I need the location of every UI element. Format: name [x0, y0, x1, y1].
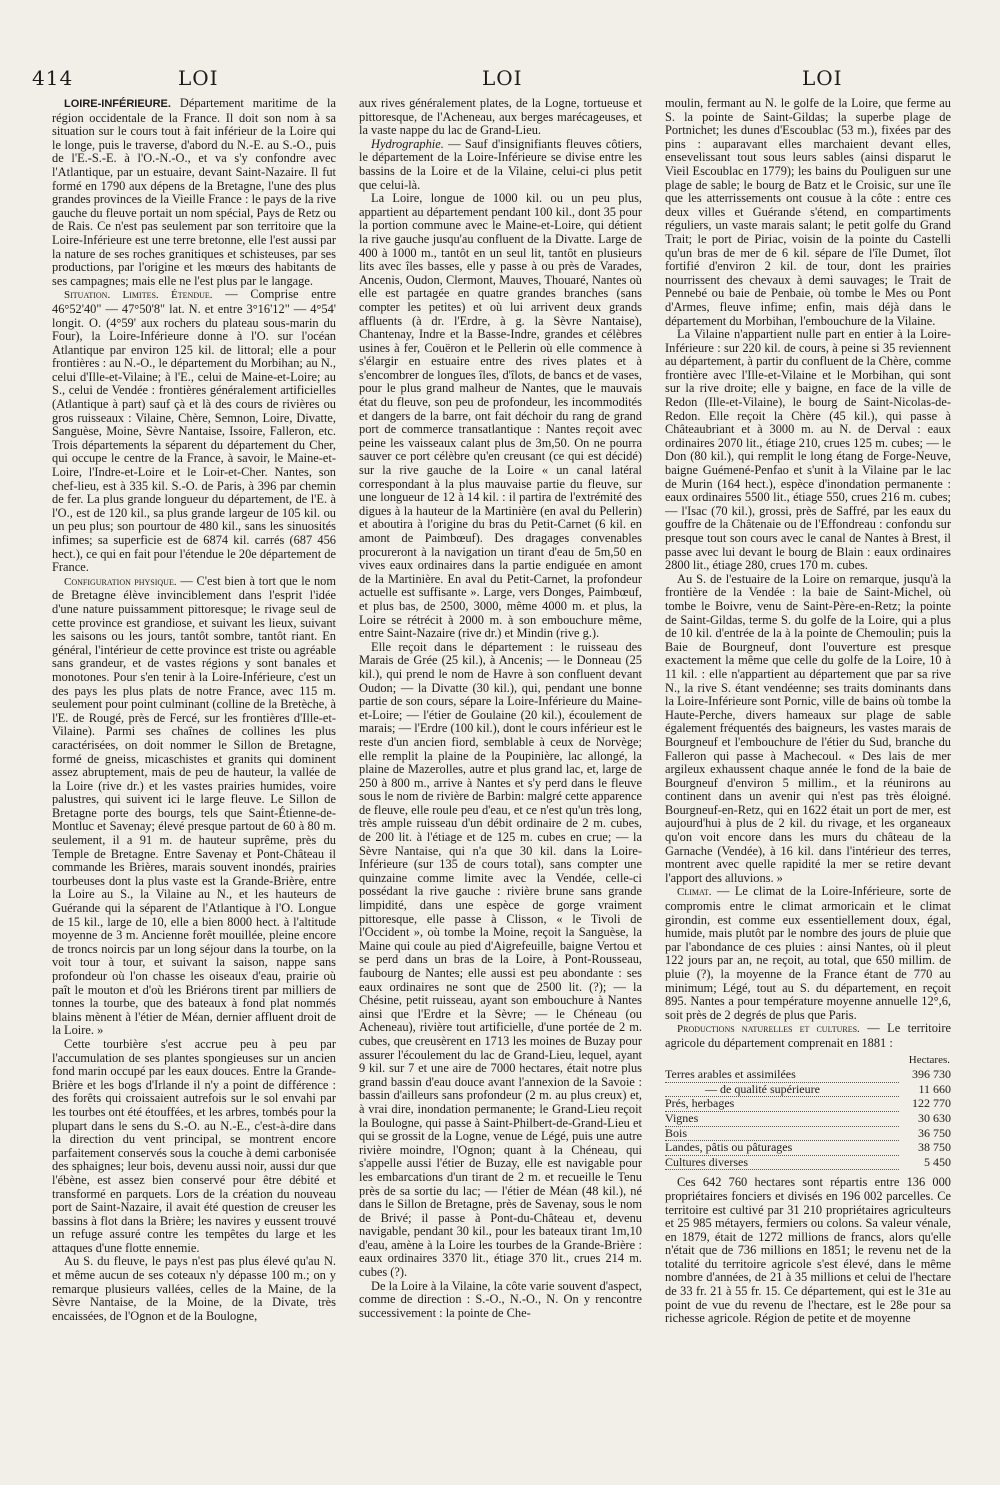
section-heading: Productions naturelles et cultures.: [677, 1023, 860, 1036]
running-head-left: LOI: [178, 66, 219, 90]
body-paragraph: moulin, fermant au N. le golfe de la Loire, que ferme au S. la pointe de Saint-Gildas; la superbe plage de Portnichet; les dunes d'Escoublac (53 m.), fixées par des pins : auparavant elles marchaient devant elles, ensevelissant tout sous leurs sables (ainsi disparut le Vieil Escoublac en 1779); les bains du Pouliguen sur une plage de sable; le bourg de Batz et le Croisic, sur une île que les atterrissements ont cousue à la côte : entre ces deux villes et Guérande s'étend, en compartiments réguliers, un vaste marais salant; le petit golfe du Grand Trait; le port de Piriac, voisin de la pointe du Castelli qu'un bras de mer de 6 kil. sépare de l'île Dumet, îlot fortifié d'environ 2 kil. de tour, dont les prairies nourrissent des chevaux à demi sauvages; le Trait de Pennebé ou baie de Penbaie, où tombe le Mes ou Pont d'Armes, fleuve infime; enfin, mais déjà dans le département du Morbihan, l'embouchure de la Vilaine.: [665, 97, 951, 328]
table-value: 5 450: [924, 1154, 951, 1169]
column-3: [665, 97, 951, 1472]
entry-paragraph: Département maritime de la région occidentale de la France. Il doit son nom à sa situation sur le cours tout à fait inférieur de la Loire qui le longe, puis le traverse, d'abord du N.-E. au S.-O., puis de l'E.-S.-E. à l'O.-N.-O., et va s'y confondre avec l'Atlantique, par un estuaire, devant Saint-Nazaire. Il fut formé en 1790 aux dépens de la Bretagne, l'une des plus grandes provinces de la Vieille France : le pays de la rive gauche du fleuve portait un nom spécial, Pays de Retz ou de Rais. Ce n'est pas seulement par son territoire que la Loire-Inférieure est une terre bretonne, elle l'est aussi par la nature de ses roches granitiques et schisteuses, par ses productions, par l'origine et les mœurs des habitants de ses campagnes; mais elle ne l'est plus par le langage.: [52, 97, 336, 288]
table-label: — de qualité supérieure: [665, 1082, 899, 1097]
productions-section: [665, 1022, 951, 1050]
table-row: [665, 1155, 951, 1170]
entry-title: LOIRE-INFÉRIEURE.: [64, 98, 171, 110]
section-heading: Hydrographie.: [371, 136, 444, 151]
table-label: Landes, pâtis ou pâturages: [665, 1141, 899, 1156]
body-paragraph: Cette tourbière s'est accrue peu à peu par l'accumulation de ses plantes spongieuses sur un ancien fond marin occupé par les eaux douces. Entre la Grande-Brière et les bogs d'Irlande il n'y a point de différence : des forêts qui croissaient autrefois sur le sol envahi par les tourbes ont été étouffées, et les arbres, tombés pour la plupart dans le sens du S.-O. au N.-E., c'est-à-dire dans la direction du vent principal, se montrent encore parfaitement conservés sous la couche à demi carbonisée des sphaignes; leur bois, devenu aussi noir, aussi dur que l'ébène, est assez bien conservé pour être débité et transformé en parquets. Lors de la création du nouveau port de Saint-Nazaire, il avait été question de creuser les bassins à flot dans la Brière; les navires y eussent trouvé un refuge assuré contre les tempêtes du large et les attaques d'une flotte ennemie.: [52, 1036, 336, 1255]
column-2: [359, 97, 642, 1472]
entry-intro: [52, 97, 336, 288]
table-label: Terres arables et assimilées: [665, 1068, 899, 1082]
table-value: 122 770: [912, 1096, 951, 1111]
table-row: [665, 1126, 951, 1141]
table-value: 396 730: [912, 1067, 951, 1082]
page-number: 414: [32, 66, 74, 90]
land-use-table: [665, 1053, 951, 1171]
section-paragraph: — Le territoire agricole du département comprenait en 1881 :: [665, 1021, 951, 1050]
table-label: Vignes: [665, 1111, 899, 1126]
body-paragraph: Elle reçoit dans le département : le ruisseau des Marais de Grée (25 kil.), à Ancenis; — le Donneau (25 kil.), qui prend le nom de Havre à son confluent devant Oudon; — la Divatte (30 kil.), qui, pendant une bonne partie de son cours, sépare la Loire-Inférieure du Maine-et-Loire; — l'étier de Goulaine (20 kil.), écoulement de marais; — l'Erdre (100 kil.), dont le cours inférieur est le reste d'un ancien fiord, semblable à ceux de Norvège; elle remplit la plaine de la Poupinière, lac allongé, la plaine de Mazerolles, autre et plus grand lac, et, large de 250 à 800 m., arrive à Nantes et s'y perd dans le fleuve sous le nom de rivière de Barbin: malgré cette apparence de fleuve, elle roule peu d'eau, et ce n'est qu'un très long, très ample ruisseau d'un débit ordinaire de 2 m. cubes, de 200 lit. à l'étiage et de 125 m. cubes en crue; — la Sèvre Nantaise, qui n'a que 30 kil. dans la Loire-Inférieure (sur 135 de cours total), sans compter une quinzaine comme limite avec la Vendée, celle-ci possédant la rive gauche : rivière brune sans grande limpidité, dans une espèce de gorge vraiment pittoresque, elle passe à Clisson, « le Tivoli de l'Occident », où tombe la Moine, reçoit la Sanguèse, la Maine qui coule au pied d'Aigrefeuille, baigne Vertou et se perd dans un bras de la Loire, à Pont-Rousseau, faubourg de Nantes; elle aussi est peu abondante : ses eaux ordinaires ne sont que de 2500 lit. (?); — la Chésine, petit ruisseau, ayant son embouchure à Nantes ainsi que l'Erdre et la Sèvre; — le Chéneau (ou Acheneau), rivière tout artificielle, d'une portée de 2 m. cubes, que creusèrent en 1713 les moines de Buzay pour assurer l'écoulement du lac de Grand-Lieu, lequel, ayant 9 kil. sur 7 et une aire de 7000 hectares, était notre plus grand bassin d'eau douce avant l'annexion de la Savoie : bassin d'ailleurs sans profondeur (2 m. au plus creux) et, à vrai dire, inondation permanente; le Grand-Lieu reçoit la Boulogne, qui passe à Saint-Philbert-de-Grand-Lieu et qui se grossit de la Logne, venue de Légé, puis une autre rivière moindre, l'Ognon; quant à la Chéneau, qui s'appelle aussi l'étier de Buzay, elle est navigable pour les embarcations d'un tirant de 2 m. et recueille le Tenu près de sa sortie du lac; — l'étier de Méan (48 kil.), né dans le Sillon de Bretagne, près de Savenay, sous le nom de Brivé; il passe à Pont-du-Château et, devenu navigable, pendant 30 kil., pour les bateaux tirant 1m,10 d'eau, amène à la Loire les tourbes de la Grande-Brière : eaux ordinaires 3370 lit., étiage 370 lit., crues 214 m. cubes (?).: [359, 639, 642, 1280]
table-row: [665, 1068, 951, 1082]
body-paragraph: Ces 642 760 hectares sont répartis entre 136 000 propriétaires fonciers et divisés en 196 002 parcelles. Ce territoire est cultivé par 31 210 propriétaires agriculteurs et 25 985 métayers, fermiers ou colons. Sa valeur vénale, en 1879, était de 1272 millions de francs, alors qu'elle n'était que de 736 millions en 1851; le revenu net de la totalité du territoire agricole s'est élevé, dans le même nombre d'années, de 21 à 35 millions et celui de l'hectare de 33 fr. 21 à 55 fr. 15. Ce département, qui est le 31e au point de vue du revenu de l'hectare, est le 28e pour sa richesse agricole. Région de petite et de moyenne: [665, 1175, 951, 1326]
column-1: [52, 97, 336, 1472]
table-value: 30 630: [918, 1110, 951, 1125]
body-paragraph: Au S. de l'estuaire de la Loire on remarque, jusqu'à la frontière de la Vendée : la baie de Saint-Michel, où tombe le Boivre, venu de Saint-Père-en-Retz; la pointe de Saint-Gildas, terme S. du golfe de la Loire, qui a plus de 10 kil. d'entrée de la à la pointe de Chemoulin; puis la Baie de Bourgneuf, dont l'ouverture est presque exactement la même que celle du golfe de la Loire, 10 à 11 kil. : elle n'appartient au département que par sa rive N., la rive S. étant vendéenne; ses traits dominants dans la Loire-Inférieure sont Pornic, ville de bains où tombe la Haute-Perche, divers hameaux sur plage de sable également fréquentés des baigneurs, les vastes marais de Bourgneuf et l'embouchure de l'étier du Sud, branche du Falleron qui passe à Machecoul. « Des lais de mer argileux exhaussent chaque année le fond de la baie de Bourgneuf d'environ 5 millim., et la réunirons au continent dans un avenir qui n'est pas très éloigné. Bourgneuf-en-Retz, qui en 1622 était un port de mer, est aujourd'hui à plus de 2 kil. du rivage, et les organeaux qu'on voit encore dans les murs du château de la Garnache (Vendée), à 16 kil. dans l'intérieur des terres, montrent avec quelle rapidité la mer se retire devant l'apport des alluvions. »: [665, 571, 951, 885]
table-value: 36 750: [918, 1125, 951, 1140]
climate-section: [665, 885, 951, 1022]
body-paragraph: De la Loire à la Vilaine, la côte varie souvent d'aspect, comme de direction : S.-O., N.-O., N. On y rencontre successivement : la pointe de Che-: [359, 1278, 642, 1320]
hydrography-section: [359, 138, 642, 192]
body-paragraph: La Loire, longue de 1000 kil. ou un peu plus, appartient au département pendant 100 kil., dont 35 pour la portion commune avec le Maine-et-Loire, qui détient la rive gauche jusqu'au confluent de la Divatte. Large de 400 à 1000 m., tantôt en un seul lit, tantôt en plusieurs lits avec îles basses, elle y passe à ou près de Varades, Ancenis, Oudon, Clermont, Mauves, Thouaré, Nantes où elle est partagée en quatre grandes branches (sans compter les petites) et où lui arrivent deux grands affluents (à dr. l'Erdre, à g. la Sèvre Nantaise), Chantenay, Indre et la Basse-Indre, grandes et célèbres usines à fer, Couëron et le Pellerin où elle commence à s'élargir en estuaire entre des rives plates et à s'encombrer de longues îles, d'îlots, de bancs et de vases, pour le plus grand malheur de Nantes, que le mauvais état du fleuve, son peu de profondeur, les incommodités et dangers de la barre, ont fait déchoir du rang de grand port de commerce transatlantique : Nantes reçoit avec peine les vaisseaux calant plus de 3m,50. On ne pourra sauver ce port célèbre qu'en creusant (ce qui est décidé) sur la rive gauche de la Loire « un canal latéral correspondant à la plus mauvaise partie du fleuve, sur une longueur de 12 à 14 kil. : il partira de l'extrémité des digues à la hauteur de la Martinière (en aval du Pellerin) et aboutira à l'origine du bras du Petit-Carnet (6 kil. en amont de Paimbœuf). Des dragages convenables procureront à la navigation un tirant d'eau de 5m,50 en vives eaux ordinaires dans la partie endiguée en amont de la Martinière. En aval du Petit-Carnet, la profondeur actuelle est suffisante ». Large, vers Donges, Paimbœuf, et plus bas, de 2500, 3000, même 4000 m. et plus, la Loire se rétrécit à 2000 m. à son embouchure même, entre Saint-Nazaire (rive dr.) et Mindin (rive g.).: [359, 191, 642, 641]
running-head-center: LOI: [482, 66, 523, 90]
table-row: [665, 1141, 951, 1156]
table-label: Bois: [665, 1126, 899, 1141]
body-paragraph: Au S. du fleuve, le pays n'est pas plus élevé qu'au N. et même aucun de ses coteaux n'y dépasse 100 m.; on y remarque plusieurs vallées, celles de la Maine, de la Sèvre Nantaise, de la Moine, de la Divate, très encaissées, de l'Ognon et de la Boulogne,: [52, 1254, 336, 1323]
section-paragraph: — C'est bien à tort que le nom de Bretagne élève invinciblement dans l'esprit l'idée d'une nature puissamment pittoresque; le rivage seul de cette province est grandiose, et suivant les lieux, suivant les saisons ou les jours, tantôt sombre, tantôt riant. En général, l'intérieur de cette province est triste ou agréable sans grandeur, et de vastes régions y sont banales et monotones. Pour s'en tenir à la Loire-Inférieure, c'est un des pays les plus plats de notre France, avec 115 m. seulement pour point culminant (colline de la Bretèche, à l'E. de Rougé, près de Fercé, sur les frontières d'Ille-et-Vilaine). Parmi ses chaînes de collines les plus caractérisées, on doit nommer le Sillon de Bretagne, formé de gneiss, micaschistes et granits qui dominent assez abruptement, mais de peu de hauteur, la vallée de la Loire (rive dr.) et les vastes prairies humides, voire palustres, qui suivent ici le large fleuve. Le Sillon de Bretagne porte des bourgs, tels que Saint-Étienne-de-Montluc et Savenay; élevé presque partout de 60 à 80 m. seulement, il a 91 m. de hauteur suprême, près du Temple de Bretagne. Entre Savenay et Pont-Château il commande les Brières, marais souvent inondés, prairies tourbeuses dont la plus vaste est la Grande-Brière, entre la Loire au S., la Vilaine au N., et les hauteurs de Guérande qui la séparent de l'Atlantique à l'O. Longue de 15 kil., large de 10, elle a bien 8000 hect. à l'altitude moyenne de 3 m. Ancienne forêt mouillée, pleine encore de troncs noircis par un long séjour dans la tourbe, on la voit tour à tour, et suivant la saison, nappe sans profondeur où l'on chasse les oiseaux d'eau, prairie où paît le mouton et d'où les Briérons tirent par milliers de tonnes la tourbe, que des bateaux à fond plat nommés blains mènent à l'étier de Méan, dernier affluent droit de la Loire. »: [52, 573, 336, 1038]
body-paragraph: La Vilaine n'appartient nulle part en entier à la Loire-Inférieure : sur 220 kil. de cours, à peine si 35 reviennent au département, à partir du confluent de la Chère, comme frontière avec l'Ille-et-Vilaine et le Morbihan, qui sont sur la rive droite; elle y baigne, en face de la ville de Redon (Ille-et-Vilaine), le bourg de Saint-Nicolas-de-Redon. Elle reçoit la Chère (45 kil.), qui passe à Châteaubriant et à 3000 m. au N. de Derval : eaux ordinaires 2070 lit., étiage 210, crues 125 m. cubes; — le Don (80 kil.), qui remplit le long étang de Forge-Neuve, baigne Guémené-Penfao et s'unit à la Vilaine par le lac de Murin (164 hect.), espèce d'inondation permanente : eaux ordinaires 5500 lit., étiage 550, crues 216 m. cubes; — l'Isac (70 kil.), grossi, près de Saffré, par les eaux du gouffre de la Châtenaie ou de l'Effondreau : confondu sur presque tout son cours avec le canal de Nantes à Brest, il passe avec lui devant le bourg de Blain : eaux ordinaires 2800 lit., étiage 280, crues 170 m. cubes.: [665, 327, 951, 573]
table-row: [665, 1111, 951, 1126]
table-value: 11 660: [918, 1081, 951, 1096]
situation-section: [52, 288, 336, 574]
section-heading: Climat.: [677, 886, 712, 899]
table-label: Cultures diverses: [665, 1155, 899, 1170]
section-heading: Situation. Limites. Étendue.: [64, 289, 213, 302]
table-unit-header: Hectares.: [908, 1053, 950, 1066]
section-paragraph: — Le climat de la Loire-Inférieure, sorte de compromis entre le climat armoricain et le climat girondin, est comme eux essentiellement doux, égal, humide, mais plutôt par le nombre des jours de pluie que par l'abondance de ces pluies : ainsi Nantes, où il pleut 122 jours par an, ne reçoit, au total, que 650 millim. de pluie (?), la moyenne de la France étant de 770 au minimum; Légé, tout au S. du département, en reçoit 895. Nantes a pour température moyenne annuelle 12°,6, soit près de 2 degrés de plus que Paris.: [665, 884, 951, 1022]
section-paragraph: — Comprise entre 46°52'40" — 47°50'8" lat. N. et entre 3°16'12" — 4°54' longit. O. (4°59' aux rochers du plateau sous-marin du Four), la Loire-Inférieure donne à l'O. sur l'océan Atlantique par environ 125 kil. de littoral; elle a pour frontières : au N.-O., le département du Morbihan; au N., celui d'Ille-et-Vilaine; à l'E., celui de Maine-et-Loire; au S., celui de Vendée : frontières généralement artificielles (Atlantique à part) sauf çà et là des cours de rivières ou gros ruisseaux : Vilaine, Chère, Semnon, Loire, Divatte, Sanguèse, Moine, Sèvre Nantaise, Issoire, Falleron, etc. Trois départements la séparent du département du Cher, qui occupe le centre de la France, à savoir, le Maine-et-Loire, l'Indre-et-Loire et le Loir-et-Cher. Nantes, son chef-lieu, est à 335 kil. S.-O. de Paris, à 396 par chemin de fer. La plus grande longueur du département, de l'E. à l'O., est de 120 kil., sa plus grande largeur de 105 kil. ou un peu plus; son pourtour de 480 kil., sans les sinuosités infimes; sa superficie est de 6874 kil. carrés (687 456 hect.), ce qui en fait pour l'étendue le 20e département de France.: [52, 287, 336, 575]
section-paragraph: — Sauf d'insignifiants fleuves côtiers, le département de la Loire-Inférieure se divise entre les bassins de la Loire et de la Vilaine, celui-ci plus petit que celui-là.: [359, 136, 642, 192]
section-heading: Configuration physique.: [64, 575, 177, 588]
configuration-section: [52, 575, 336, 1038]
table-row: [665, 1082, 951, 1097]
table-row: [665, 1097, 951, 1112]
running-head-right: LOI: [802, 66, 843, 90]
body-paragraph: aux rives généralement plates, de la Logne, tortueuse et pittoresque, de l'Acheneau, aux berges marécageuses, et la vaste nappe du lac de Grand-Lieu.: [359, 97, 642, 138]
table-value: 38 750: [918, 1140, 951, 1155]
table-label: Prés, herbages: [665, 1097, 899, 1112]
